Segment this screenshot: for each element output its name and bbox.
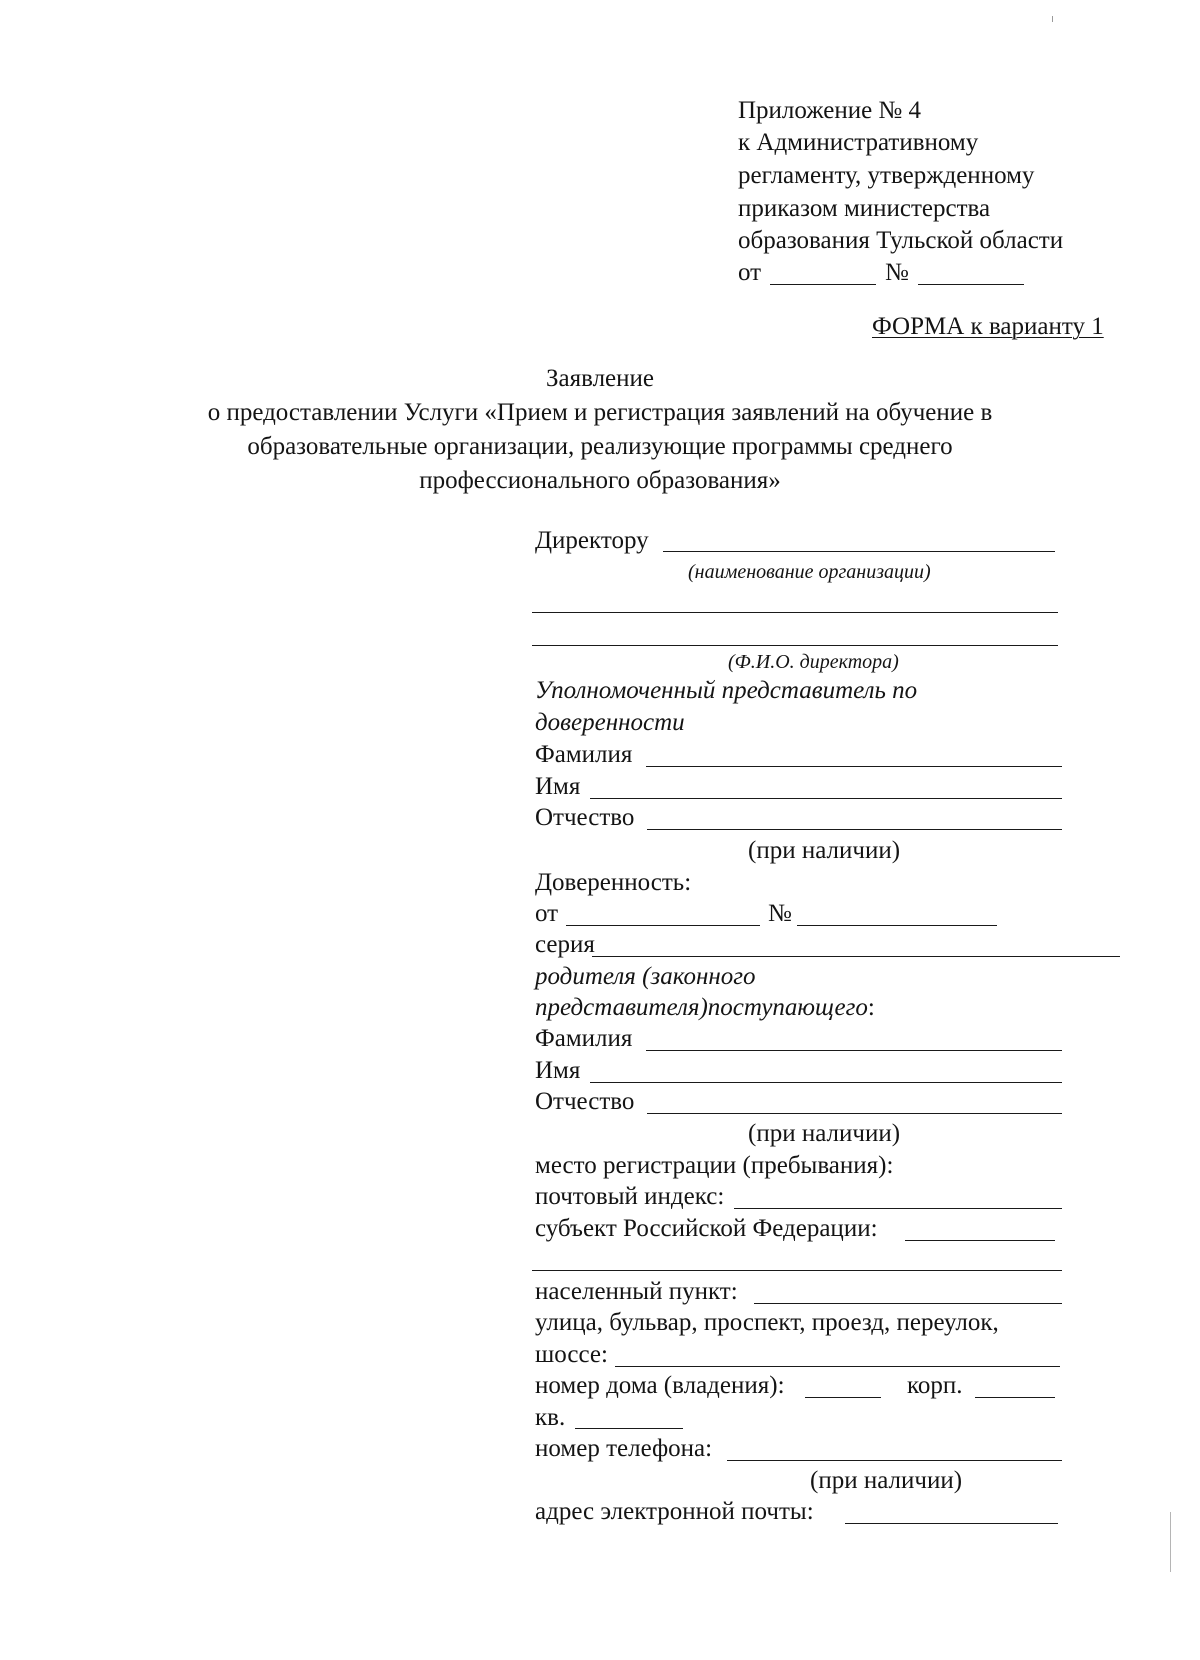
parent-heading-line-2: представителя)поступающего: [535, 994, 875, 1021]
building-label: корп. [907, 1372, 963, 1399]
phone-label: номер телефона: [535, 1435, 713, 1462]
power-number-field[interactable] [797, 925, 997, 926]
rep-surname-field[interactable] [646, 766, 1062, 767]
apartment-label: кв. [535, 1404, 566, 1431]
director-label: Директору [535, 527, 649, 554]
rep-patronymic-note: (при наличии) [748, 837, 901, 864]
street-label-line-1: улица, бульвар, проспект, проезд, переулок, [535, 1309, 999, 1336]
locality-field[interactable] [754, 1303, 1062, 1304]
director-fio-field-1[interactable] [532, 612, 1058, 613]
street-label-line-2: шоссе: [535, 1341, 608, 1368]
postcode-field[interactable] [734, 1208, 1062, 1209]
director-org-field[interactable] [663, 551, 1055, 552]
registration-label: место регистрации (пребывания): [535, 1152, 894, 1179]
locality-label: населенный пункт: [535, 1278, 738, 1305]
representative-heading-line-2: доверенности [535, 709, 685, 736]
parent-surname-label: Фамилия [535, 1025, 633, 1052]
building-field[interactable] [975, 1397, 1055, 1398]
appendix-from-label: от [738, 259, 762, 286]
parent-patronymic-label: Отчество [535, 1088, 635, 1115]
house-field[interactable] [805, 1397, 881, 1398]
rep-patronymic-field[interactable] [647, 829, 1062, 830]
director-fio-field-2[interactable] [532, 645, 1058, 646]
email-field[interactable] [845, 1523, 1058, 1524]
email-label: адрес электронной почты: [535, 1498, 814, 1525]
rep-patronymic-label: Отчество [535, 804, 635, 831]
phone-note: (при наличии) [810, 1467, 963, 1494]
appendix-line-5: образования Тульской области [738, 227, 1064, 254]
house-label: номер дома (владения): [535, 1372, 785, 1399]
form-variant-label: ФОРМА к варианту 1 [872, 313, 1104, 340]
postcode-label: почтовый индекс: [535, 1183, 725, 1210]
rep-surname-label: Фамилия [535, 741, 633, 768]
power-date-field[interactable] [566, 925, 760, 926]
org-name-caption: (наименование организации) [688, 561, 931, 583]
representative-heading-line-1: Уполномоченный представитель по [535, 677, 918, 704]
region-field-continued[interactable] [532, 1270, 1062, 1271]
appendix-number-label: № [885, 259, 909, 286]
parent-heading-line-1: родителя (законного [535, 963, 756, 990]
scan-speck [1052, 16, 1053, 22]
title-line-2: о предоставлении Услуги «Прием и регистрация заявлений на обучение в [207, 399, 993, 426]
rep-name-field[interactable] [590, 798, 1062, 799]
title-line-4: профессионального образования» [419, 467, 781, 494]
parent-patronymic-note: (при наличии) [748, 1120, 901, 1147]
rep-name-label: Имя [535, 773, 581, 800]
apartment-field[interactable] [575, 1428, 683, 1429]
parent-name-label: Имя [535, 1057, 581, 1084]
appendix-line-3: регламенту, утвержденному [738, 162, 1035, 189]
parent-name-field[interactable] [590, 1082, 1062, 1083]
appendix-line-4: приказом министерства [738, 195, 991, 222]
appendix-date-field[interactable] [770, 284, 876, 285]
appendix-number-field[interactable] [918, 284, 1024, 285]
power-from-label: от [535, 900, 559, 927]
appendix-line-2: к Административному [738, 129, 979, 156]
power-number-label: № [768, 900, 792, 927]
region-label: субъект Российской Федерации: [535, 1215, 878, 1242]
director-fio-caption: (Ф.И.О. директора) [728, 651, 899, 673]
parent-patronymic-field[interactable] [647, 1113, 1062, 1114]
series-field[interactable] [592, 956, 1120, 957]
phone-field[interactable] [727, 1460, 1062, 1461]
region-field[interactable] [905, 1240, 1055, 1241]
title-line-1: Заявление [545, 365, 655, 392]
street-field[interactable] [615, 1366, 1060, 1367]
title-line-3: образовательные организации, реализующие программы среднего [247, 433, 953, 460]
series-label: серия [535, 931, 595, 958]
power-of-attorney-label: Доверенность: [535, 869, 692, 896]
parent-surname-field[interactable] [646, 1050, 1062, 1051]
scan-edge-mark [1170, 1512, 1171, 1572]
appendix-line-1: Приложение № 4 [738, 97, 922, 124]
